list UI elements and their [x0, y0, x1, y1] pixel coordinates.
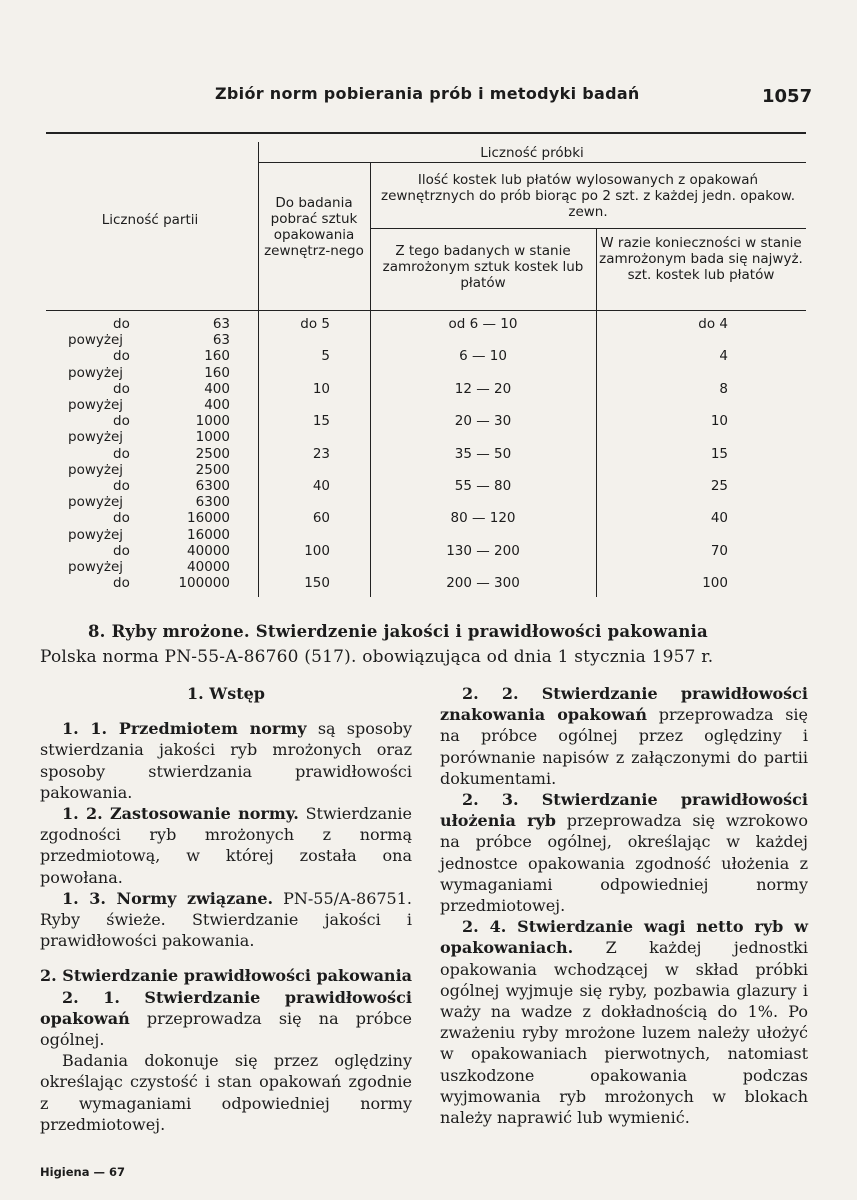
partia-size: 1000: [195, 413, 230, 430]
blocks-range: 20 — 30: [454, 413, 512, 430]
range-label: do: [113, 542, 130, 559]
header-z-tego: Z tego badanych w stanie zamrożonym sztuk kostek lub płatów: [382, 243, 584, 291]
header-licznosc-probki: Liczność próbki: [480, 145, 584, 161]
table-row: [0, 332, 857, 348]
table-row: [0, 559, 857, 575]
partia-size: 16000: [187, 526, 230, 543]
right-column: [440, 683, 808, 1128]
table-row: [0, 478, 857, 494]
blocks-range: 6 — 10: [459, 348, 507, 365]
frozen-tested: do 4: [698, 316, 728, 332]
blocks-range: 35 — 50: [454, 445, 512, 462]
running-header-title: Zbiór norm pobierania prób i metodyki badań: [215, 84, 640, 103]
partia-size: 2500: [195, 445, 230, 462]
table-row: [0, 462, 857, 478]
sample-units: 100: [304, 542, 330, 559]
blocks-range: 130 — 200: [446, 542, 520, 559]
frozen-tested: 4: [719, 348, 728, 365]
paragraph-2-1-cont: Badania dokonuje się przez oględziny określając czystość i stan opakowań zgodnie z wymaganiami odpowiedniej normy przedmiotowej.: [40, 1051, 412, 1134]
table-top-rule: [46, 132, 806, 134]
table-row: [0, 510, 857, 526]
range-label: powyżej: [68, 397, 124, 413]
partia-size: 16000: [187, 510, 230, 527]
range-label: do: [113, 445, 130, 462]
table-row: [0, 381, 857, 397]
page-number: 1057: [762, 86, 813, 107]
table-header-rule: [46, 310, 806, 311]
sample-units: do 5: [300, 316, 330, 332]
section-norma: Polska norma PN-55-A-86760 (517). obowiązująca od dnia 1 stycznia 1957 r.: [40, 647, 714, 667]
sample-units: 23: [312, 445, 330, 462]
partia-size: 2500: [195, 461, 230, 478]
table-row: [0, 348, 857, 364]
sample-units: 15: [312, 413, 330, 430]
partia-size: 400: [204, 397, 230, 413]
paragraph-2-4: 2. 4. Stwierdzanie wagi netto ryb w opakowaniach. Z każdej jednostki opakowania wchodzącej w skład próbki ogólnej wyjmuje się ryby, pozbawia glazury i waży na wadze z dokładnością do 1%. Po zważeniu ryby mrożone luzem należy ułożyć w opakowaniach pierwotnych, natomiast uszkodzone opakowania podczas wyjmowania ryb mrożonych w blokach należy naprawić lub wymienić.: [440, 917, 808, 1128]
partia-size: 40000: [187, 559, 230, 575]
partia-size: 6300: [195, 478, 230, 494]
frozen-tested: 10: [710, 413, 728, 430]
header-licznosc-partii: Liczność partii: [101, 212, 199, 228]
table-rule: [370, 228, 806, 229]
frozen-tested: 100: [702, 575, 728, 592]
sample-units: 60: [312, 510, 330, 527]
table-row: [0, 527, 857, 543]
blocks-range: od 6 — 10: [448, 316, 518, 332]
blocks-range: 55 — 80: [454, 478, 512, 494]
left-column: [40, 683, 412, 1135]
blocks-range: 12 — 20: [454, 380, 512, 397]
range-label: do: [113, 380, 130, 397]
table-row: [0, 543, 857, 559]
range-label: powyżej: [68, 364, 124, 381]
partia-size: 100000: [178, 575, 230, 592]
paragraph-2-2: 2. 2. Stwierdzanie prawidłowości znakowania opakowań przeprowadza się na próbce ogólnej przez oględziny i porównanie napisów z załączonymi do partii dokumentami.: [440, 684, 808, 788]
frozen-tested: 25: [710, 478, 728, 494]
partia-size: 1000: [195, 429, 230, 446]
table-row: [0, 365, 857, 381]
header-ilosc-kostek: Ilość kostek lub płatów wylosowanych z opakowań zewnętrznych do prób biorąc po 2 szt. z każdej jedn. opakow. zewn.: [380, 172, 795, 220]
frozen-tested: 40: [710, 510, 728, 527]
range-label: do: [113, 316, 130, 332]
page-footer: Higiena — 67: [40, 1165, 125, 1179]
paragraph-1-3: 1. 3. Normy związane. PN-55/A-86751. Ryby świeże. Stwierdzanie jakości i prawidłowości pakowania.: [40, 888, 413, 951]
sample-units: 10: [312, 380, 330, 397]
heading-pakowanie: 2. Stwierdzanie prawidłowości pakowania: [40, 966, 413, 986]
table-row: [0, 446, 857, 462]
range-label: do: [113, 413, 130, 430]
paragraph-1-2: 1. 2. Zastosowanie normy. Stwierdzanie zgodności ryb mrożonych z normą przedmiotową, w której została ona powołana.: [40, 804, 412, 887]
blocks-range: 80 — 120: [450, 510, 516, 527]
range-label: powyżej: [68, 494, 124, 511]
partia-size: 6300: [195, 494, 230, 511]
range-label: do: [113, 510, 130, 527]
paragraph-2-1: 2. 1. Stwierdzanie prawidłowości opakowań przeprowadza się na próbce ogólnej.: [40, 987, 412, 1050]
range-label: do: [113, 478, 130, 494]
sample-units: 150: [304, 575, 330, 592]
table-row: [0, 575, 857, 591]
range-label: powyżej: [68, 461, 124, 478]
table-row: [0, 397, 857, 413]
table-rule: [258, 162, 806, 163]
header-w-razie: W razie konieczności w stanie zamrożonym bada się najwyż. szt. kostek lub płatów: [599, 235, 803, 283]
sample-units: 5: [321, 348, 330, 365]
blocks-range: 200 — 300: [446, 575, 520, 592]
table-row: [0, 429, 857, 445]
table-row: [0, 413, 857, 429]
partia-size: 400: [204, 380, 230, 397]
partia-size: 63: [212, 316, 230, 332]
frozen-tested: 8: [719, 380, 728, 397]
heading-wstep: 1. Wstęp: [186, 684, 265, 703]
paragraph-2-3: 2. 3. Stwierdzanie prawidłowości ułożenia ryb przeprowadza się wzrokowo na próbce ogólnej, określając w każdej jednostce opakowania zgodność ułożenia z wymaganiami odpowiedniej normy przedmiotowej.: [440, 790, 808, 916]
range-label: do: [113, 575, 130, 592]
range-label: powyżej: [68, 429, 124, 446]
range-label: powyżej: [68, 559, 124, 575]
header-do-badania: Do badania pobrać sztuk opakowania zewnętrz-nego: [264, 195, 364, 259]
section-title: 8. Ryby mrożone. Stwierdzenie jakości i prawidłowości pakowania: [88, 622, 708, 641]
range-label: powyżej: [68, 332, 124, 349]
table-row: [0, 494, 857, 510]
paragraph-1-1: 1. 1. Przedmiotem normy są sposoby stwierdzania jakości ryb mrożonych oraz sposoby stwierdzania prawidłowości pakowania.: [40, 719, 413, 802]
partia-size: 160: [204, 364, 230, 381]
frozen-tested: 15: [710, 445, 728, 462]
range-label: powyżej: [68, 526, 124, 543]
partia-size: 160: [204, 348, 230, 365]
sample-units: 40: [312, 478, 330, 494]
range-label: do: [113, 348, 130, 365]
frozen-tested: 70: [710, 542, 728, 559]
partia-size: 63: [212, 332, 230, 349]
partia-size: 40000: [187, 542, 230, 559]
table-row: [0, 316, 857, 332]
